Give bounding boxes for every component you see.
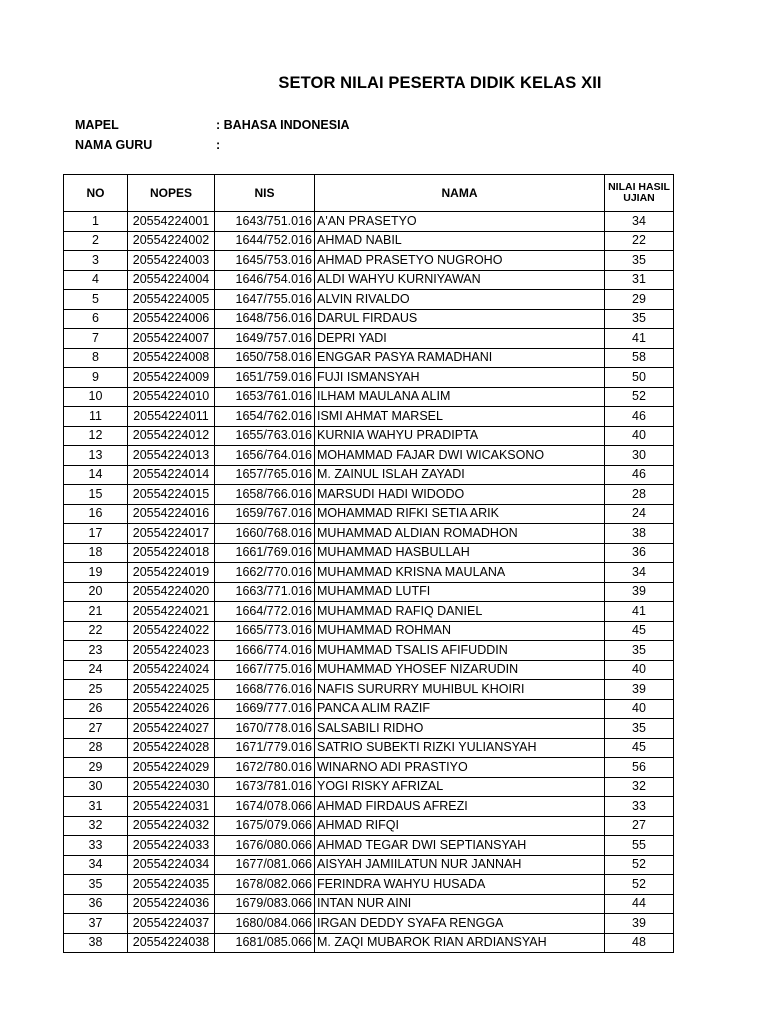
cell-nama: MUHAMMAD RAFIQ DANIEL: [315, 602, 605, 622]
header-nis: NIS: [215, 175, 315, 212]
cell-nilai: 22: [605, 231, 674, 251]
cell-no: 31: [64, 797, 128, 817]
cell-nopes: 20554224026: [128, 699, 215, 719]
cell-nama: MOHAMMAD RIFKI SETIA ARIK: [315, 504, 605, 524]
table-row: [64, 855, 674, 875]
cell-nama: ISMI AHMAT MARSEL: [315, 407, 605, 427]
cell-nilai: 45: [605, 738, 674, 758]
cell-nama: MUHAMMAD KRISNA MAULANA: [315, 563, 605, 583]
cell-no: 21: [64, 602, 128, 622]
cell-nilai: 58: [605, 348, 674, 368]
cell-nopes: 20554224002: [128, 231, 215, 251]
cell-nama: SATRIO SUBEKTI RIZKI YULIANSYAH: [315, 738, 605, 758]
cell-nopes: 20554224009: [128, 368, 215, 388]
cell-nama: PANCA ALIM RAZIF: [315, 699, 605, 719]
cell-nilai: 27: [605, 816, 674, 836]
table-row: [64, 621, 674, 641]
cell-nis: 1675/079.066: [215, 816, 315, 836]
cell-nopes: 20554224032: [128, 816, 215, 836]
cell-nis: 1650/758.016: [215, 348, 315, 368]
cell-nama: DEPRI YADI: [315, 329, 605, 349]
cell-nama: IRGAN DEDDY SYAFA RENGGA: [315, 914, 605, 934]
cell-nis: 1681/085.066: [215, 933, 315, 953]
mapel-line: [75, 118, 350, 132]
cell-nopes: 20554224031: [128, 797, 215, 817]
cell-nopes: 20554224008: [128, 348, 215, 368]
cell-nis: 1660/768.016: [215, 524, 315, 544]
cell-nopes: 20554224012: [128, 426, 215, 446]
table-row: [64, 660, 674, 680]
cell-nis: 1646/754.016: [215, 270, 315, 290]
cell-nama: ALVIN RIVALDO: [315, 290, 605, 310]
table-row: [64, 446, 674, 466]
cell-nilai: 40: [605, 426, 674, 446]
cell-nama: ENGGAR PASYA RAMADHANI: [315, 348, 605, 368]
cell-nis: 1648/756.016: [215, 309, 315, 329]
cell-nopes: 20554224017: [128, 524, 215, 544]
header-nama: NAMA: [315, 175, 605, 212]
table-row: [64, 738, 674, 758]
cell-nis: 1661/769.016: [215, 543, 315, 563]
cell-nilai: 50: [605, 368, 674, 388]
cell-nama: AHMAD NABIL: [315, 231, 605, 251]
table-row: [64, 758, 674, 778]
cell-no: 10: [64, 387, 128, 407]
cell-no: 16: [64, 504, 128, 524]
table-row: [64, 875, 674, 895]
cell-nopes: 20554224038: [128, 933, 215, 953]
cell-nis: 1680/084.066: [215, 914, 315, 934]
cell-nis: 1677/081.066: [215, 855, 315, 875]
table-row: [64, 641, 674, 661]
cell-nopes: 20554224037: [128, 914, 215, 934]
table-row: [64, 524, 674, 544]
cell-nama: AHMAD TEGAR DWI SEPTIANSYAH: [315, 836, 605, 856]
cell-nis: 1671/779.016: [215, 738, 315, 758]
table-row: [64, 407, 674, 427]
cell-nopes: 20554224003: [128, 251, 215, 271]
cell-nopes: 20554224015: [128, 485, 215, 505]
cell-nilai: 41: [605, 329, 674, 349]
cell-no: 32: [64, 816, 128, 836]
cell-nama: YOGI RISKY AFRIZAL: [315, 777, 605, 797]
cell-nopes: 20554224007: [128, 329, 215, 349]
table-row: [64, 485, 674, 505]
cell-nopes: 20554224036: [128, 894, 215, 914]
cell-no: 27: [64, 719, 128, 739]
cell-no: 18: [64, 543, 128, 563]
cell-no: 34: [64, 855, 128, 875]
cell-no: 1: [64, 212, 128, 232]
cell-no: 11: [64, 407, 128, 427]
table-row: [64, 504, 674, 524]
cell-nis: 1664/772.016: [215, 602, 315, 622]
cell-nis: 1658/766.016: [215, 485, 315, 505]
cell-nis: 1668/776.016: [215, 680, 315, 700]
cell-nilai: 31: [605, 270, 674, 290]
cell-nopes: 20554224030: [128, 777, 215, 797]
cell-no: 9: [64, 368, 128, 388]
cell-nilai: 45: [605, 621, 674, 641]
cell-nilai: 39: [605, 680, 674, 700]
cell-nis: 1649/757.016: [215, 329, 315, 349]
cell-nama: MUHAMMAD TSALIS AFIFUDDIN: [315, 641, 605, 661]
cell-nopes: 20554224029: [128, 758, 215, 778]
mapel-label: MAPEL: [75, 118, 119, 132]
table-row: [64, 465, 674, 485]
cell-no: 7: [64, 329, 128, 349]
cell-nama: NAFIS SURURRY MUHIBUL KHOIRI: [315, 680, 605, 700]
cell-no: 22: [64, 621, 128, 641]
cell-nopes: 20554224024: [128, 660, 215, 680]
table-row: [64, 251, 674, 271]
cell-nilai: 36: [605, 543, 674, 563]
cell-nama: SALSABILI RIDHO: [315, 719, 605, 739]
cell-nis: 1676/080.066: [215, 836, 315, 856]
cell-nis: 1670/778.016: [215, 719, 315, 739]
cell-nama: MUHAMMAD LUTFI: [315, 582, 605, 602]
cell-nilai: 44: [605, 894, 674, 914]
table-row: [64, 309, 674, 329]
cell-no: 35: [64, 875, 128, 895]
cell-nilai: 40: [605, 660, 674, 680]
cell-nopes: 20554224023: [128, 641, 215, 661]
table-row: [64, 348, 674, 368]
cell-nis: 1679/083.066: [215, 894, 315, 914]
cell-nilai: 32: [605, 777, 674, 797]
cell-nama: FERINDRA WAHYU HUSADA: [315, 875, 605, 895]
cell-nama: MUHAMMAD YHOSEF NIZARUDIN: [315, 660, 605, 680]
cell-no: 26: [64, 699, 128, 719]
table-row: [64, 602, 674, 622]
cell-nis: 1657/765.016: [215, 465, 315, 485]
cell-no: 28: [64, 738, 128, 758]
cell-nis: 1667/775.016: [215, 660, 315, 680]
table-row: [64, 368, 674, 388]
cell-nama: AISYAH JAMIILATUN NUR JANNAH: [315, 855, 605, 875]
cell-nilai: 34: [605, 563, 674, 583]
cell-nis: 1645/753.016: [215, 251, 315, 271]
cell-nilai: 52: [605, 855, 674, 875]
table-row: [64, 582, 674, 602]
table-row: [64, 543, 674, 563]
cell-nama: A'AN PRASETYO: [315, 212, 605, 232]
cell-nilai: 40: [605, 699, 674, 719]
cell-no: 19: [64, 563, 128, 583]
cell-no: 37: [64, 914, 128, 934]
cell-nopes: 20554224011: [128, 407, 215, 427]
cell-no: 38: [64, 933, 128, 953]
cell-nis: 1678/082.066: [215, 875, 315, 895]
cell-nama: MARSUDI HADI WIDODO: [315, 485, 605, 505]
cell-nopes: 20554224027: [128, 719, 215, 739]
cell-nopes: 20554224035: [128, 875, 215, 895]
table-row: [64, 914, 674, 934]
cell-nama: INTAN NUR AINI: [315, 894, 605, 914]
cell-nilai: 48: [605, 933, 674, 953]
table-body: [64, 212, 674, 953]
header-nopes: NOPES: [128, 175, 215, 212]
cell-nilai: 29: [605, 290, 674, 310]
table-row: [64, 719, 674, 739]
cell-no: 33: [64, 836, 128, 856]
teacher-value: :: [216, 138, 221, 152]
cell-no: 3: [64, 251, 128, 271]
cell-nopes: 20554224016: [128, 504, 215, 524]
cell-nama: AHMAD FIRDAUS AFREZI: [315, 797, 605, 817]
cell-nopes: 20554224019: [128, 563, 215, 583]
cell-no: 23: [64, 641, 128, 661]
cell-no: 17: [64, 524, 128, 544]
cell-no: 5: [64, 290, 128, 310]
cell-nopes: 20554224021: [128, 602, 215, 622]
cell-no: 14: [64, 465, 128, 485]
cell-nis: 1674/078.066: [215, 797, 315, 817]
cell-no: 13: [64, 446, 128, 466]
cell-nis: 1653/761.016: [215, 387, 315, 407]
table-row: [64, 563, 674, 583]
cell-nis: 1651/759.016: [215, 368, 315, 388]
table-row: [64, 290, 674, 310]
cell-no: 12: [64, 426, 128, 446]
cell-nopes: 20554224018: [128, 543, 215, 563]
cell-nis: 1662/770.016: [215, 563, 315, 583]
cell-nama: MUHAMMAD HASBULLAH: [315, 543, 605, 563]
table-row: [64, 699, 674, 719]
cell-nama: DARUL FIRDAUS: [315, 309, 605, 329]
table-row: [64, 387, 674, 407]
teacher-line: [75, 138, 220, 152]
table-row: [64, 933, 674, 953]
header-nilai-line1: NILAI HASIL: [608, 181, 670, 193]
header-no: NO: [64, 175, 128, 212]
cell-nis: 1663/771.016: [215, 582, 315, 602]
cell-no: 30: [64, 777, 128, 797]
cell-no: 8: [64, 348, 128, 368]
table-row: [64, 270, 674, 290]
cell-nilai: 38: [605, 524, 674, 544]
page-title: SETOR NILAI PESERTA DIDIK KELAS XII: [278, 74, 602, 92]
cell-nama: MOHAMMAD FAJAR DWI WICAKSONO: [315, 446, 605, 466]
table-row: [64, 777, 674, 797]
cell-nama: FUJI ISMANSYAH: [315, 368, 605, 388]
cell-nopes: 20554224006: [128, 309, 215, 329]
cell-nis: 1655/763.016: [215, 426, 315, 446]
cell-no: 29: [64, 758, 128, 778]
cell-no: 4: [64, 270, 128, 290]
cell-nilai: 52: [605, 387, 674, 407]
table-row: [64, 212, 674, 232]
cell-nopes: 20554224033: [128, 836, 215, 856]
cell-nilai: 39: [605, 582, 674, 602]
cell-nis: 1666/774.016: [215, 641, 315, 661]
table-row: [64, 329, 674, 349]
cell-nopes: 20554224010: [128, 387, 215, 407]
cell-nama: WINARNO ADI PRASTIYO: [315, 758, 605, 778]
cell-nis: 1672/780.016: [215, 758, 315, 778]
cell-nama: M. ZAINUL ISLAH ZAYADI: [315, 465, 605, 485]
cell-nis: 1644/752.016: [215, 231, 315, 251]
header-nilai: [605, 175, 674, 212]
table-row: [64, 426, 674, 446]
cell-nis: 1673/781.016: [215, 777, 315, 797]
mapel-value: : BAHASA INDONESIA: [216, 118, 350, 132]
cell-nopes: 20554224005: [128, 290, 215, 310]
cell-no: 20: [64, 582, 128, 602]
cell-nilai: 35: [605, 641, 674, 661]
cell-nama: AHMAD PRASETYO NUGROHO: [315, 251, 605, 271]
cell-no: 36: [64, 894, 128, 914]
cell-nilai: 30: [605, 446, 674, 466]
cell-nopes: 20554224020: [128, 582, 215, 602]
cell-nama: MUHAMMAD ROHMAN: [315, 621, 605, 641]
cell-no: 2: [64, 231, 128, 251]
cell-no: 6: [64, 309, 128, 329]
cell-nis: 1656/764.016: [215, 446, 315, 466]
cell-nopes: 20554224013: [128, 446, 215, 466]
cell-no: 15: [64, 485, 128, 505]
cell-nopes: 20554224034: [128, 855, 215, 875]
cell-nopes: 20554224004: [128, 270, 215, 290]
cell-nopes: 20554224001: [128, 212, 215, 232]
cell-nama: ALDI WAHYU KURNIYAWAN: [315, 270, 605, 290]
table-row: [64, 894, 674, 914]
header-nilai-line2: UJIAN: [623, 192, 655, 204]
cell-nilai: 52: [605, 875, 674, 895]
cell-nilai: 39: [605, 914, 674, 934]
cell-nilai: 35: [605, 719, 674, 739]
cell-nama: ILHAM MAULANA ALIM: [315, 387, 605, 407]
cell-nilai: 33: [605, 797, 674, 817]
table-row: [64, 231, 674, 251]
cell-nopes: 20554224014: [128, 465, 215, 485]
cell-nopes: 20554224025: [128, 680, 215, 700]
cell-nis: 1654/762.016: [215, 407, 315, 427]
teacher-label: NAMA GURU: [75, 138, 153, 152]
cell-nilai: 34: [605, 212, 674, 232]
table-row: [64, 797, 674, 817]
cell-nama: MUHAMMAD ALDIAN ROMADHON: [315, 524, 605, 544]
cell-nilai: 24: [605, 504, 674, 524]
cell-no: 24: [64, 660, 128, 680]
grades-table: [63, 174, 674, 953]
cell-nopes: 20554224028: [128, 738, 215, 758]
table-header-row: [64, 175, 674, 212]
cell-nis: 1665/773.016: [215, 621, 315, 641]
cell-no: 25: [64, 680, 128, 700]
cell-nilai: 46: [605, 407, 674, 427]
cell-nilai: 46: [605, 465, 674, 485]
cell-nis: 1659/767.016: [215, 504, 315, 524]
cell-nama: AHMAD RIFQI: [315, 816, 605, 836]
table-row: [64, 836, 674, 856]
cell-nilai: 55: [605, 836, 674, 856]
table-row: [64, 680, 674, 700]
cell-nama: KURNIA WAHYU PRADIPTA: [315, 426, 605, 446]
cell-nis: 1643/751.016: [215, 212, 315, 232]
table-row: [64, 816, 674, 836]
cell-nilai: 41: [605, 602, 674, 622]
cell-nis: 1669/777.016: [215, 699, 315, 719]
cell-nama: M. ZAQI MUBAROK RIAN ARDIANSYAH: [315, 933, 605, 953]
cell-nopes: 20554224022: [128, 621, 215, 641]
cell-nilai: 35: [605, 309, 674, 329]
cell-nis: 1647/755.016: [215, 290, 315, 310]
cell-nilai: 28: [605, 485, 674, 505]
cell-nilai: 35: [605, 251, 674, 271]
cell-nilai: 56: [605, 758, 674, 778]
